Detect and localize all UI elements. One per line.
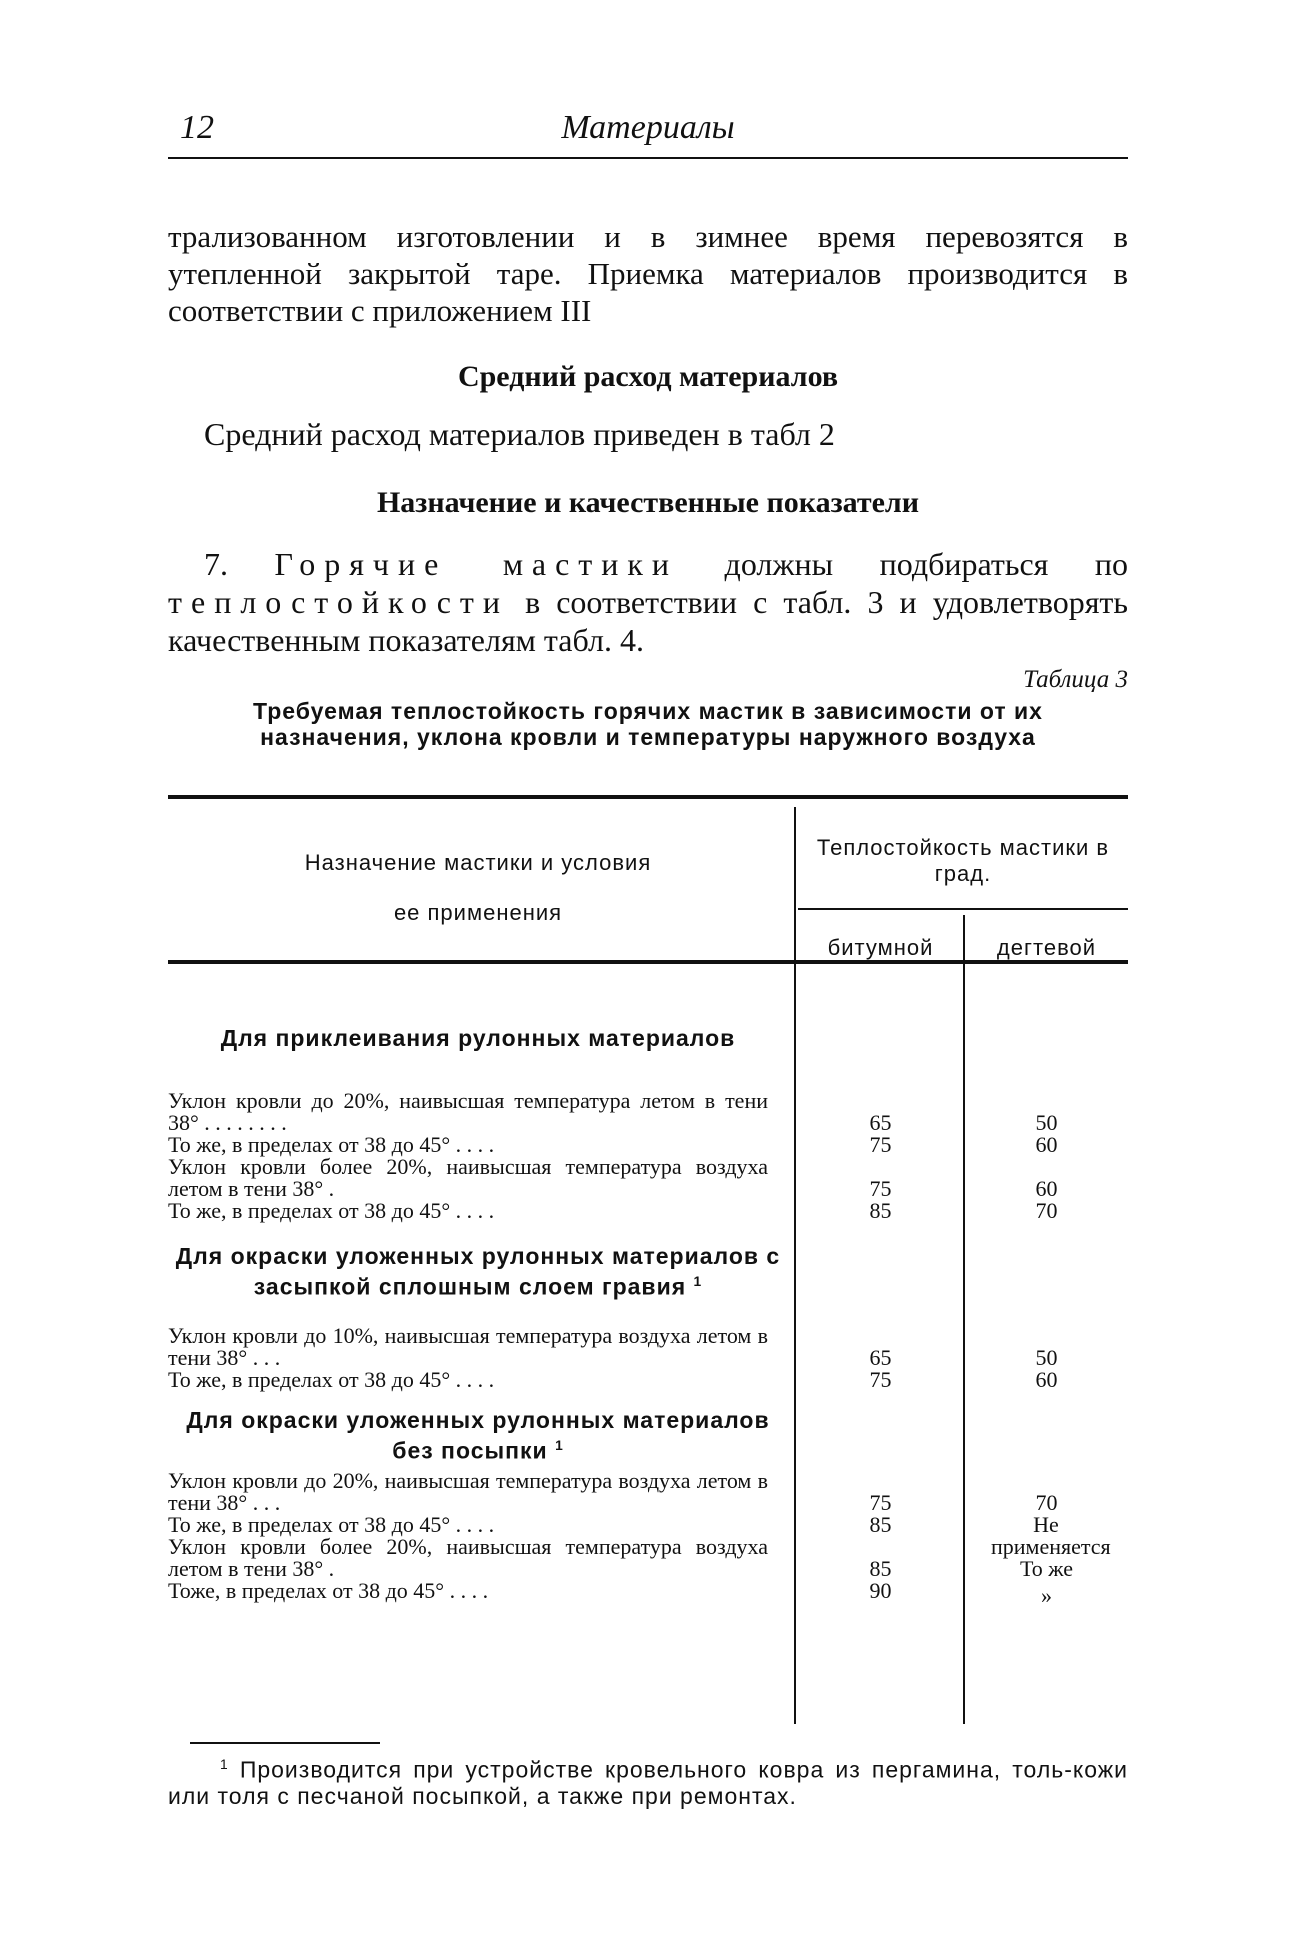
- bitumen-value: 65: [869, 1345, 892, 1370]
- group-heading: Для окраски уложенных рулонных материалов без посыпки $^1$: [186, 1407, 770, 1464]
- tar-value: 60: [1035, 1367, 1058, 1392]
- paragraph-continuation: трализованном изготовлении и в зимнее время перевозятся в утепленной закрытой таре. Приемка материалов производится в соответствии с приложением III: [168, 219, 1128, 328]
- running-title: Материалы: [561, 109, 735, 146]
- tar-value: 50: [1035, 1345, 1058, 1370]
- spaced-term-hot-mastics: Горячие мастики: [274, 546, 679, 582]
- column-divider: [794, 807, 796, 1724]
- paragraph-consumption-reference: Средний расход материалов приведен в табл 2: [204, 416, 835, 452]
- bitumen-value: 85: [869, 1512, 892, 1537]
- bitumen-value: 85: [869, 1198, 892, 1223]
- column-header-tar: дегтевой: [996, 935, 1097, 960]
- item-text-end: в соответствии с табл. 3 и удовлетворять качественным показателям табл. 4.: [168, 584, 1129, 658]
- table-row: Уклон кровли до 10%, наивысшая температура воздуха летом в тени 38° . . .: [168, 1323, 768, 1370]
- table-row: Уклон кровли до 20%, наивысшая температура летом в тени 38° . . . . . . . .: [168, 1088, 768, 1135]
- table-row: То же, в пределах от 38 до 45° . . . .: [168, 1512, 495, 1537]
- column-header-bitumen: битумной: [827, 935, 934, 960]
- table-row: Уклон кровли более 20%, наивысшая температура воздуха летом в тени 38° .: [168, 1154, 768, 1201]
- bitumen-value: 90: [869, 1578, 892, 1603]
- item-number: 7.: [204, 546, 228, 582]
- table-top-rule: [168, 795, 1128, 799]
- table-row: То же, в пределах от 38 до 45° . . . .: [168, 1132, 495, 1157]
- section-heading-purpose-quality: Назначение и качественные показатели: [376, 486, 920, 519]
- footnote-rule: [190, 1742, 380, 1744]
- bitumen-value: 75: [869, 1132, 892, 1157]
- tar-value: Не применяется: [991, 1512, 1111, 1559]
- table-row: Тоже, в пределах от 38 до 45° . . . .: [168, 1578, 489, 1603]
- group-heading: Для окраски уложенных рулонных материалов с засыпкой сплошным слоем гравия $^1$: [175, 1243, 781, 1300]
- footnote-ref: 1: [693, 1274, 703, 1289]
- running-head: [168, 105, 1128, 159]
- section-heading-average-consumption: Средний расход материалов: [457, 360, 839, 393]
- header-subdivider: [798, 908, 1128, 910]
- table-row: То же, в пределах от 38 до 45° . . . .: [168, 1367, 495, 1392]
- tar-value: »: [1041, 1583, 1052, 1608]
- column-header-purpose-continued: ее применения: [393, 900, 563, 925]
- table-row: Уклон кровли более 20%, наивысшая температура воздуха летом в тени 38° .: [168, 1534, 768, 1581]
- heat-resistance-table: [168, 795, 1128, 1730]
- footnote: [168, 1752, 1128, 1809]
- column-header-purpose: Назначение мастики и условия: [304, 850, 652, 875]
- spaced-term-heat-resistance: теплостойкости: [168, 584, 509, 620]
- tar-value: 50: [1035, 1110, 1058, 1135]
- tar-value: 60: [1035, 1176, 1058, 1201]
- tar-value: 60: [1035, 1132, 1058, 1157]
- table-caption: Требуемая теплостойкость горячих мастик в зависимости от их назначения, уклона кровли и температуры наружного воздуха: [253, 698, 1043, 750]
- footnote-text: Производится при устройстве кровельного ковра из пергамина, толь-кожи или толя с песчаной посыпкой, а также при ремонтах.: [168, 1756, 1128, 1809]
- group-heading: Для приклеивания рулонных материалов: [220, 1025, 736, 1051]
- page-number: 12: [180, 109, 214, 146]
- column-header-heat-resistance: Теплостойкость мастики в град.: [816, 835, 1110, 886]
- bitumen-value: 85: [869, 1556, 892, 1581]
- table-row: То же, в пределах от 38 до 45° . . . .: [168, 1198, 495, 1223]
- table-row: Уклон кровли до 20%, наивысшая температура воздуха летом в тени 38° . . .: [168, 1468, 768, 1515]
- table-label: Таблица 3: [1023, 666, 1128, 693]
- item-text-middle: должны подбираться по: [724, 546, 1128, 582]
- tar-value: 70: [1035, 1490, 1058, 1515]
- footnote-ref: 1: [555, 1438, 564, 1453]
- bitumen-value: 75: [869, 1367, 892, 1392]
- bitumen-value: 75: [869, 1490, 892, 1515]
- tar-value: То же: [1020, 1556, 1073, 1581]
- bitumen-value: 65: [869, 1110, 892, 1135]
- paragraph-item-7: [168, 545, 1128, 659]
- footnote-mark: 1: [220, 1757, 229, 1772]
- tar-value: 70: [1035, 1198, 1058, 1223]
- bitumen-value: 75: [869, 1176, 892, 1201]
